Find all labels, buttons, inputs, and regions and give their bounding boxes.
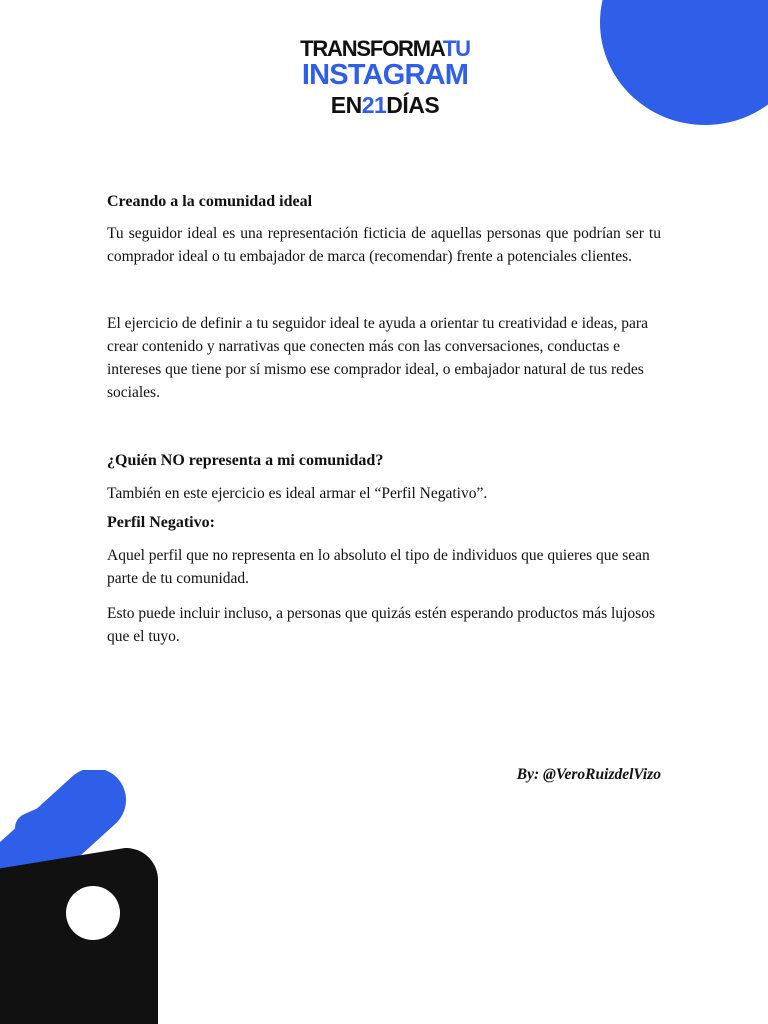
section2-paragraph-2: Esto puede incluir incluso, a personas que quizás estén esperando productos más lujosos que el tuyo. — [107, 605, 655, 645]
section1-heading: Creando a la comunidad ideal — [107, 193, 313, 210]
logo-line-2: INSTAGRAM — [301, 59, 469, 91]
section2-paragraph-1: Aquel perfil que no representa en lo absoluto el tipo de individuos que quieres que sean parte de tu comunidad. — [107, 547, 650, 587]
logo-text-dias: DÍAS — [386, 92, 440, 118]
logo-line-1 — [240, 38, 530, 60]
logo — [240, 38, 530, 117]
logo-text-transforma: TRANSFORMA — [300, 36, 443, 61]
section1-paragraph-2: El ejercicio de definir a tu seguidor ideal te ayuda a orientar tu creatividad e ideas, para crear contenido y narrativas que conecten más con las conversaciones, conductas e intereses que tiene por sí mismo ese comprador ideal, o embajador natural de tus redes sociales. — [107, 315, 648, 401]
perfil-negativo-heading: Perfil Negativo: — [107, 514, 215, 531]
author-byline: By: @VeroRuizdelVizo — [516, 766, 661, 783]
logo-text-21: 21 — [361, 92, 387, 118]
logo-text-en: EN — [330, 92, 362, 118]
section1-paragraph-1: Tu seguidor ideal es una representación ficticia de aquellas personas que podrían ser tu comprador ideal o tu embajador de marca (recomendar) frente a potenciales clientes. — [107, 225, 661, 265]
decorative-white-ring — [66, 886, 120, 940]
document-body — [107, 190, 661, 648]
logo-line-3 — [240, 94, 530, 117]
logo-text-tu: TU — [442, 36, 470, 61]
section2-intro: También en este ejercicio es ideal armar el “Perfil Negativo”. — [107, 485, 488, 502]
decorative-bottom-shapes — [0, 770, 200, 1024]
section2-heading: ¿Quién NO representa a mi comunidad? — [107, 452, 384, 469]
decorative-blue-circle — [600, 0, 768, 125]
